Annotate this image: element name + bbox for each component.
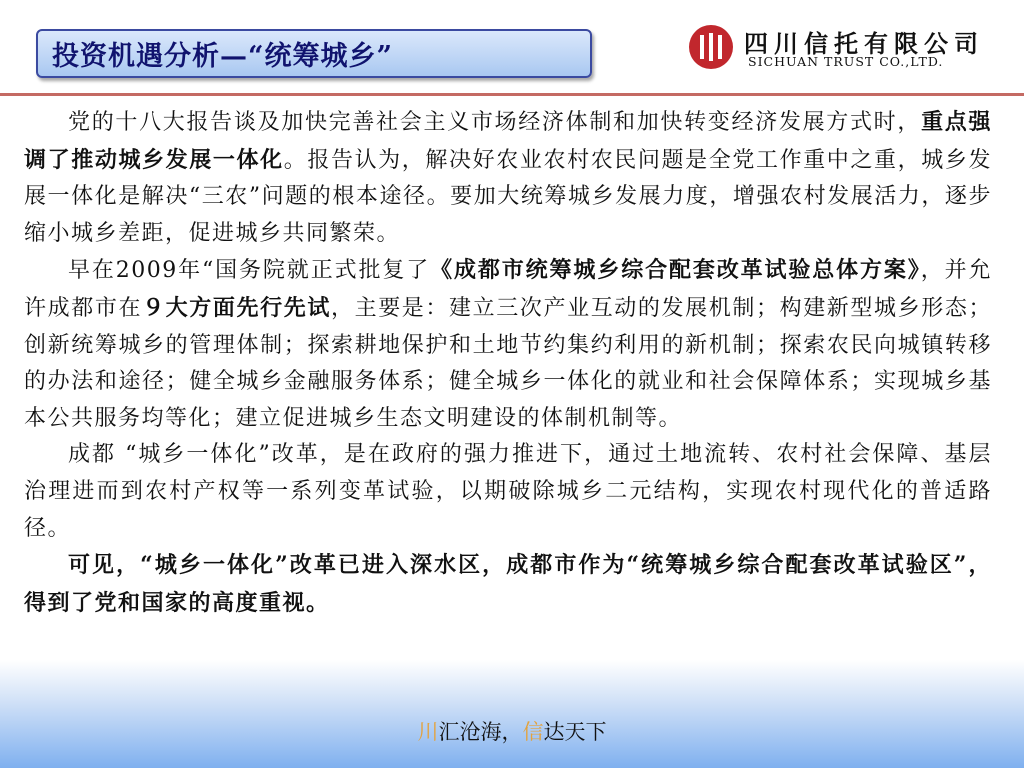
logo-english-name: SICHUAN TRUST CO.,LTD.	[748, 54, 944, 69]
company-logo	[688, 24, 1006, 72]
emphasis: 重点强调了推动城乡发展一体化	[24, 109, 992, 173]
paragraph-4	[24, 547, 992, 622]
logo-chinese-name: 四川信托有限公司	[744, 30, 984, 58]
page-title: 投资机遇分析—“统筹城乡”	[52, 41, 394, 72]
paragraph-3: 成都 “城乡一体化”改革，是在政府的强力推进下，通过土地流转、农村社会保障、基层治理进而到农村产权等一系列变革试验，以期破除城乡二元结构，实现农村现代化的普适路径。	[24, 442, 992, 541]
emphasis: 《成都市统筹城乡综合配套改革试验总体方案》	[430, 257, 921, 284]
emphasis: 可见，“城乡一体化”改革已进入深水区，成都市作为“统筹城乡综合配套改革试验区”，得到了党和国家的高度重视。	[24, 552, 992, 616]
title-banner	[36, 29, 592, 78]
body-text	[24, 104, 992, 622]
sichuan-trust-logo-icon	[688, 24, 734, 70]
paragraph-2: 早在2009年“国务院就正式批复了《成都市统筹城乡综合配套改革试验总体方案》，并允许成都市在９大方面先行先试，主要是：建立三次产业互动的发展机制；构建新型城乡形态；创新统筹城乡的管理体制；探索耕地保护和土地节约集约利用的新机制；探索农民向城镇转移的办法和途径；健全城乡金融服务体系；健全城乡一体化的就业和社会保障体系；实现城乡基本公共服务均等化；建立促进城乡生态文明建设的体制机制等。	[24, 257, 992, 431]
footer-band	[0, 660, 1024, 768]
paragraph-1: 党的十八大报告谈及加快完善社会主义市场经济体制和加快转变经济发展方式时，重点强调了推动城乡发展一体化。报告认为，解决好农业农村农民问题是全党工作重中之重，城乡发展一体化是解决“三农”问题的根本途径。要加大统筹城乡发展力度，增强农村发展活力，逐步缩小城乡差距，促进城乡共同繁荣。	[24, 109, 992, 246]
header-divider	[0, 93, 1024, 96]
emphasis: ９大方面先行先试	[142, 294, 331, 321]
footer-slogan: 川汇沧海，信达天下	[417, 720, 607, 744]
